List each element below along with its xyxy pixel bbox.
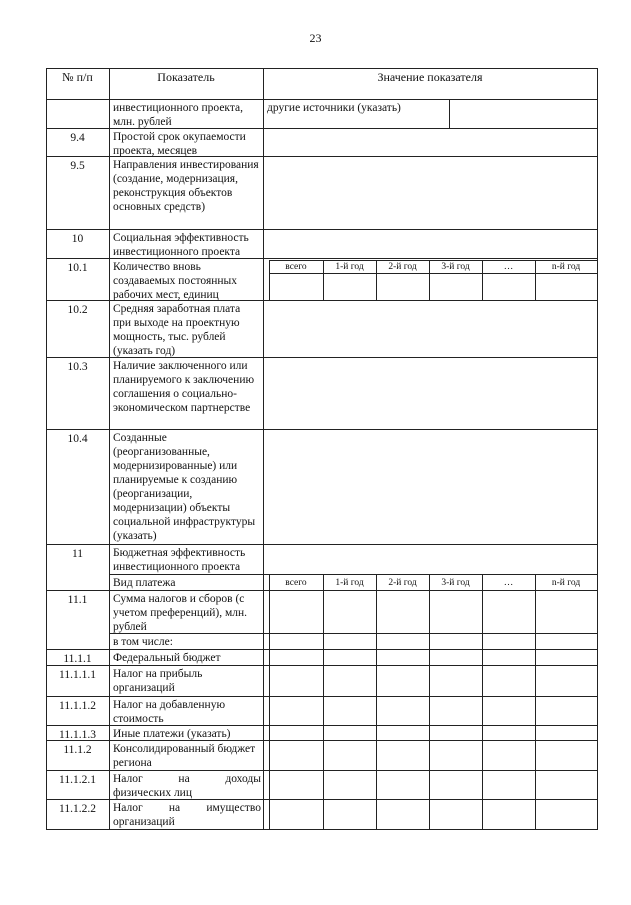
row-11-1-number: 11.1 [67,594,88,606]
row-9-4-number: 9.4 [70,132,85,144]
row-10-3-number: 10.3 [67,361,88,373]
row-11-label: Бюджетная эффективность инвестиционного проекта [113,547,246,573]
years-header-2-yn: n-й год [551,578,581,588]
grid-line [263,68,264,830]
years-header-1-yn: n-й год [551,262,581,272]
payment-type-label: Вид платежа [113,577,176,589]
years-header-1-y2: 2-й год [388,262,417,272]
grid-line [429,260,430,300]
grid-line [429,574,430,829]
grid-line [376,260,377,300]
grid-line [46,128,597,129]
row-11-1-2-2-label-line1: Налог на имущество [113,802,261,814]
years-header-2-ellipsis: … [503,578,514,588]
grid-line [46,590,597,591]
row-10-4-label: Созданные (реорганизованные, модернизированные) или планируемые к созданию (реорганизации, модернизации) объекты социальной инфраструктуры (указать) [113,432,256,542]
row-11-1-including: в том числе: [113,636,173,648]
row-11-1-1-number: 11.1.1 [63,653,92,665]
row-11-1-2-1-label-line1: Налог на доходы [113,773,261,785]
grid-line [46,357,597,358]
grid-line [535,574,536,829]
years-header-2-y2: 2-й год [388,578,417,588]
grid-line [482,574,483,829]
grid-line [46,229,597,230]
page-number: 23 [309,31,322,45]
row-11-1-2-2-label [109,800,263,829]
grid-line [46,740,597,741]
row-11-1-label: Сумма налогов и сборов (с учетом преференций), млн. рублей [113,593,247,633]
row-11-1-1-2-number: 11.1.1.2 [59,700,96,712]
row-10-1-label: Количество вновь создаваемых постоянных рабочих мест, единиц [113,261,238,301]
grid-line [46,258,597,259]
grid-line [535,260,536,300]
grid-line [46,429,597,430]
row-11-1-1-1-label: Налог на прибыль организаций [113,668,203,694]
row-11-1-2-1-label [109,771,263,800]
grid-line [46,68,597,69]
row-11-1-1-2-label: Налог на добавленную стоимость [113,699,226,725]
years-header-1-y1: 1-й год [335,262,364,272]
row-11-1-1-3-label: Иные платежи (указать) [113,728,231,740]
grid-line [323,574,324,829]
grid-line [46,725,597,726]
row-9-4-label: Простой срок окупаемости проекта, месяцев [113,131,246,157]
row-10-1-number: 10.1 [67,262,88,274]
grid-line [46,665,597,666]
row-10-4-number: 10.4 [67,433,88,445]
row-10-2-label: Средняя заработная плата при выходе на проектную мощность, тыс. рублей (указать год) [113,303,241,357]
years-header-2-total: всего [285,578,307,588]
header-number [46,70,109,85]
row-11-1-2-1-number: 11.1.2.1 [59,774,96,786]
row-11-1-1-label: Федеральный бюджет [113,652,221,664]
row-9-5-number: 9.5 [70,160,85,172]
grid-line [597,68,598,830]
years-header-1-y3: 3-й год [441,262,470,272]
grid-line [269,574,270,829]
years-header-2-y1: 1-й год [335,578,364,588]
grid-line [46,300,597,301]
row-10-number: 10 [71,233,84,245]
row-11-1-1-3-number: 11.1.1.3 [59,729,96,741]
grid-line [46,696,597,697]
grid-line [46,799,597,800]
years-header-1-total: всего [285,262,307,272]
grid-line [269,273,597,274]
grid-line [269,260,270,300]
row-10-label: Социальная эффективность инвестиционного проекта [113,232,249,258]
grid-line [46,649,597,650]
header-value: Значение показателя [377,70,483,84]
years-header-2-y3: 3-й год [441,578,470,588]
grid-line [46,544,597,545]
row-11-number: 11 [71,548,84,560]
header-number-text: № п/п [62,70,93,84]
row-11-1-2-2-label-line2: организаций [113,816,175,828]
grid-line [269,260,597,261]
row-11-1-2-label: Консолидированный бюджет региона [113,743,256,769]
row-9-5-label: Направления инвестирования (создание, модернизация, реконструкция объектов основных средств) [113,159,259,213]
grid-line [46,68,47,830]
grid-line [109,574,597,575]
grid-line [109,68,110,830]
row-11-1-1-1-number: 11.1.1.1 [59,669,96,681]
row-11-1-2-1-label-line2: физических лиц [113,787,192,799]
header-indicator: Показатель [157,70,215,84]
grid-line [46,829,597,830]
grid-line [109,633,597,634]
grid-line [323,260,324,300]
row-9-3-cont-value: другие источники (указать) [267,102,401,114]
row-9-3-cont-label: инвестиционного проекта, млн. рублей [113,102,243,128]
grid-line [482,260,483,300]
row-11-1-2-number: 11.1.2 [63,744,92,756]
row-10-2-number: 10.2 [67,304,88,316]
grid-line [376,574,377,829]
grid-line [46,99,597,100]
grid-line [46,770,597,771]
row-11-1-2-2-number: 11.1.2.2 [59,803,96,815]
grid-line [46,156,597,157]
row-10-3-label: Наличие заключенного или планируемого к заключению соглашения о социально-экономическом партнерстве [113,360,255,414]
years-header-1-ellipsis: … [503,262,514,272]
grid-line [449,99,450,128]
